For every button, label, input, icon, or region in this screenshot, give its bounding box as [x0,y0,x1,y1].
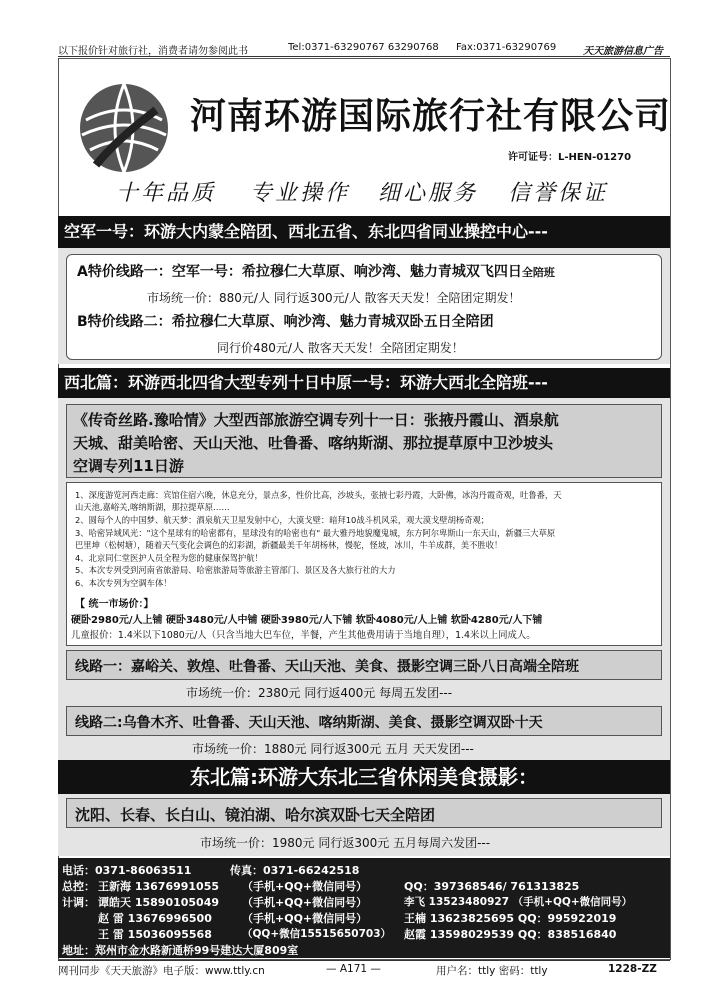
contact-name-4: 王 雷 15036095568 [98,928,212,941]
phone-number: 电话：0371-86063511 [62,864,192,877]
contact-name-1: 王新海 13676991055 [98,880,220,893]
fax-text: Fax:0371-63290769 [456,42,557,53]
tel-text: Tel:0371-63290767 63290768 [288,42,439,53]
slogan-1: 十年品质 [116,181,217,206]
note-3b: 巴里坤（松树塘），随着天气变化会调色的幻彩湖，新疆最美千年胡杨林，慢驼，怪坡，冰川，牛羊成群，美不胜收！ [75,540,503,550]
feature-box [66,404,662,478]
slogan-3: 细心服务 [378,181,479,206]
contact-label-2: 计调： [62,896,95,909]
route1-title: 线路一：嘉峪关、敦煌、吐鲁番、天山天池、美食、摄影空调三卧八日高端全陪班 [75,659,579,675]
feature-line-2: 天城、甜美哈密、天山天池、吐鲁番、喀纳斯湖、那拉提草原中卫沙坡头 [73,434,554,452]
contact-note-3: （手机+QQ+微信同号） [242,912,368,925]
ad-label: 天天旅游信息广告 [583,46,663,57]
issue-code: 1228-ZZ [608,963,657,975]
notice-text: 以下报价针对旅行社，消费者请勿参阅此书 [58,46,248,57]
address: 地址：郑州市金水路新通桥99号建达大厦809室 [62,944,299,957]
footer-website: 网刊同步《天天旅游》电子版：www.ttly.cn [58,965,265,977]
contact-right-1: QQ：397368546/ 761313825 [404,880,580,893]
company-name: 河南环游国际旅行社有限公司 [190,96,672,137]
lineA-price: 市场统一价：880元/人 同行返300元/人 散客天天发！全陪团定期发！ [147,291,521,305]
contact-note-2: （手机+QQ+微信同号） [242,896,368,909]
globe-logo-icon [76,80,172,176]
note-4: 4、北京同仁堂医护人员全程为您的健康保驾护航！ [75,553,263,563]
feature-line-3: 空调专列11日游 [73,457,184,475]
license-number: 许可证号：L-HEN-01270 [508,152,632,163]
unified-price-label: 【 统一市场价：】 [75,599,154,610]
route1-box [66,650,662,680]
contact-name-2: 谭皓天 15890105049 [98,896,220,909]
slogans [116,176,636,208]
contacts-panel [58,858,670,958]
lineA-suffix: 全陪班 [521,266,555,279]
route2-title: 线路二:乌鲁木齐、吐鲁番、天山天池、喀纳斯湖、美食、摄影空调双卧十天 [75,715,543,731]
login-info: 用户名：ttly 密码：ttly [436,965,548,977]
contact-note-1: （手机+QQ+微信同号） [242,880,368,893]
lineB-text: B特价线路二：希拉穆仁大草原、响沙湾、魅力青城双卧五日全陪团 [77,314,494,330]
route2-price: 市场统一价：1880元 同行返300元 五月 天天发团--- [192,742,474,756]
footer-bar [58,960,670,977]
note-5: 5、本次专列受到河南省旅游局、哈密旅游局等旅游主管部门、景区及各大旅行社的大力 [75,565,396,575]
berth-prices: 硬卧2980元/人上铺 硬卧3480元/人中铺 硬卧3980元/人下铺 软卧4080元/人上铺 软卧4280元/人下铺 [71,615,543,626]
contact-label-1: 总控： [62,880,95,893]
note-6: 6、本次专列为空调车体！ [75,578,172,588]
notes-box [66,482,662,646]
child-price: 儿童报价：1.4米以下1080元/人（只含当地大巴车位，半餐，产生其他费用请于当地自理），1.4米以上同成人。 [71,630,536,641]
top-info-bar [58,40,670,57]
page-number: — A171 — [326,963,381,975]
note-1b: 山天池,嘉峪关,喀纳斯湖，那拉提草原…… [75,502,230,512]
route2-box [66,706,662,736]
contact-name-3: 赵 雷 13676996500 [98,912,212,925]
feature-line-1: 《传奇丝路.豫哈情》大型西部旅游空调专列十一日：张掖丹霞山、酒泉航 [73,411,559,429]
section2-title: 西北篇：环游西北四省大型专列十日中原一号：环游大西北全陪班--- [58,368,670,398]
lineA-prefix: A特价线路一： [77,264,172,280]
ne-route-price: 市场统一价：1980元 同行返300元 五月每周六发团--- [200,836,491,850]
section1-title: 空军一号：环游大内蒙全陪团、西北五省、东北四省同业操控中心--- [58,216,670,248]
contact-right-3: 王楠 13623825695 QQ：995922019 [404,912,617,925]
note-3: 3、哈密异域风光："这个星球有的哈密都有，星球没有的哈密也有" 最大雅丹地貌魔鬼城，东方阿尔卑斯山一东天山，新疆三大草原 [75,528,556,538]
route1-price: 市场统一价：2380元 同行返400元 每周五发团--- [186,686,453,700]
slogan-4: 信誉保证 [508,181,609,206]
note-1: 1、深度游览河西走廊：宾馆住宿六晚，休息充分，景点多，性价比高，沙坡头，张掖七彩丹霞，大卧佛，冰沟丹霞奇观，吐鲁番，天 [75,490,562,500]
ne-route-title: 沈阳、长春、长白山、镜泊湖、哈尔滨双卧七天全陪团 [75,806,436,824]
fax-number: 传真：0371-66242518 [230,864,360,877]
ne-route-box [66,798,662,828]
contact-right-2: 李飞 13523480927 （手机+QQ+微信同号） [404,896,633,908]
section1-box [66,254,662,360]
note-2: 2、圆每个人的中国梦、航天梦：酒泉航天卫星发射中心，大漠戈壁：暗拜10战斗机风采，观大漠戈壁胡杨奇观； [75,515,490,525]
lineA-text: 空军一号：希拉穆仁大草原、响沙湾、魅力青城双飞四日 [171,264,522,280]
lineB-price: 同行价480元/人 散客天天发！全陪团定期发！ [217,341,464,355]
contact-note-4: （QQ+微信15515650703） [242,928,392,940]
section3-title: 东北篇:环游大东北三省休闲美食摄影： [58,760,670,794]
contact-right-4: 赵霞 13598029539 QQ：838516840 [404,928,617,941]
slogan-2: 专业操作 [250,181,351,206]
